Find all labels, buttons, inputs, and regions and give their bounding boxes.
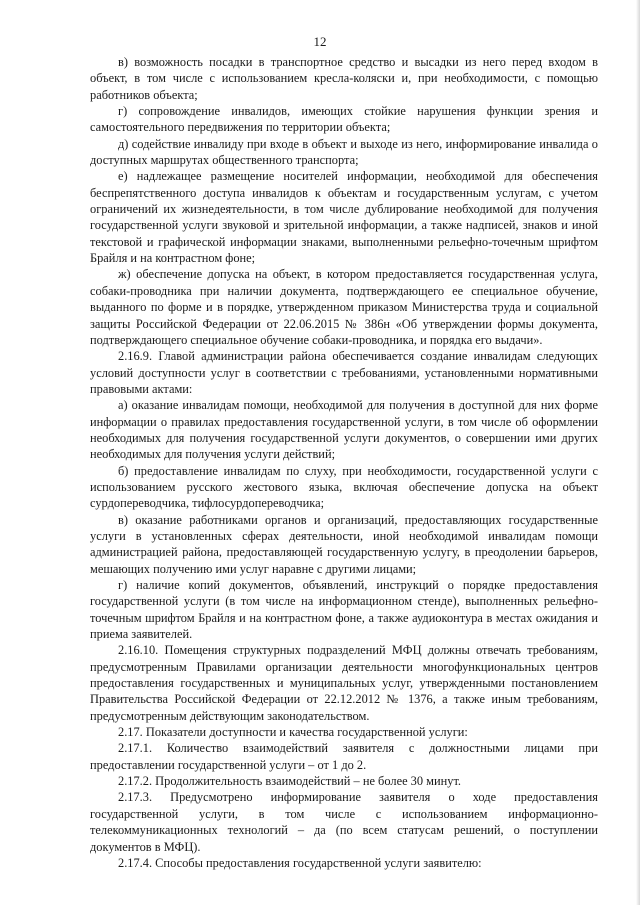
- paragraph-2-17-2: 2.17.2. Продолжительность взаимодействий – не более 30 минут.: [118, 774, 462, 789]
- paragraph-item-b-sign-language: б) предоставление инвалидам по слуху, при необходимости, государственной услуги с использованием русского жестового языка, включая обеспечение допуска на объект сурдопереводчика, тифлосурдопереводчика;: [90, 463, 598, 511]
- paragraph-item-g-escort: г) сопровождение инвалидов, имеющих стойкие нарушения функции зрения и самостоятельного передвижения по территории объекта;: [90, 104, 598, 135]
- paragraph-2-16-9: 2.16.9. Главой администрации района обеспечивается создание инвалидам следующих условий доступности услуг в соответствии с требованиями, установленными нормативными правовыми актами:: [90, 349, 598, 396]
- paragraph-item-v-staff-help: в) оказание работниками органов и организаций, предоставляющих государственные услуги в установленных сферах деятельности, иной необходимой инвалидам помощи администрацией района, предоставляющей государственную услугу, в преодолении барьеров, мешающих получению ими услуг наравне с другими лицами;: [90, 512, 598, 576]
- paragraph-item-zh-guide-dog: ж) обеспечение допуска на объект, в котором предоставляется государственная услуга, собаки-проводника при наличии документа, подтверждающего ее специальное обучение, выданного по форме и в порядке, утвержденном приказом Министерства труда и социальной защиты Российской Федерации от 22.06.2015 № 386н «Об утверждении формы документа, подтверждающего специальное обучение собаки-проводника, и порядка его выдачи».: [90, 267, 598, 347]
- paragraph-2-16-10: 2.16.10. Помещения структурных подразделений МФЦ должны отвечать требованиям, предусмотренным Правилами организации деятельности многофункциональных центров предоставления государственных и муниципальных услуг, утвержденными постановлением Правительства Российской Федерации от 22.12.2012 № 1376, а также иным требованиям, предусмотренным действующим законодательством.: [90, 643, 598, 723]
- paragraph-2-17-1: 2.17.1. Количество взаимодействий заявителя с должностными лицами при предоставлении государственной услуги – от 1 до 2.: [90, 741, 598, 772]
- paragraph-item-a-help: а) оказание инвалидам помощи, необходимой для получения в доступной для них форме информации о правилах предоставления государственной услуги, в том числе об оформлении необходимых для получения государственной услуги документов, о совершении ими других необходимых для получения услуги действий;: [90, 398, 598, 462]
- paragraph-2-17-4: 2.17.4. Способы предоставления государственной услуги заявителю:: [118, 855, 482, 870]
- paragraph-item-g-braille-copies: г) наличие копий документов, объявлений, инструкций о порядке предоставления государственной услуги (в том числе на информационном стенде), выполненных рельефно-точечным шрифтом Брайля и на контрастном фоне, а также аудиоконтура в местах ожидания и приема заявителей.: [90, 578, 598, 642]
- paragraph-item-e-information-placement: е) надлежащее размещение носителей информации, необходимой для обеспечения беспрепятственного доступа инвалидов к объектам и государственным услугам, с учетом ограничений их жизнедеятельности, в том числе дублирование необходимой для получения государственной услуги звуковой и зрительной информации, а также надписей, знаков и иной текстовой и графической информации знаками, выполненными рельефно-точечным шрифтом Брайля и на контрастном фоне;: [90, 169, 598, 266]
- paragraph-item-d-assistance: д) содействие инвалиду при входе в объект и выходе из него, информирование инвалида о доступных маршрутах общественного транспорта;: [90, 136, 598, 168]
- page-number: 12: [313, 34, 327, 49]
- scan-edge-shadow: [636, 0, 640, 905]
- paragraph-item-v-boarding: в) возможность посадки в транспортное средство и высадки из него перед входом в объект, в том числе с использованием кресла-коляски и, при необходимости, с помощью работников объекта;: [90, 55, 598, 102]
- paragraph-2-17: 2.17. Показатели доступности и качества государственной услуги:: [118, 725, 468, 740]
- paragraph-2-17-3: 2.17.3. Предусмотрено информирование заявителя о ходе предоставления государственной услуги, в том числе с использованием информационно-телекоммуникационных технологий – да (по всем статусам решений, о поступлении документов в МФЦ).: [90, 790, 598, 854]
